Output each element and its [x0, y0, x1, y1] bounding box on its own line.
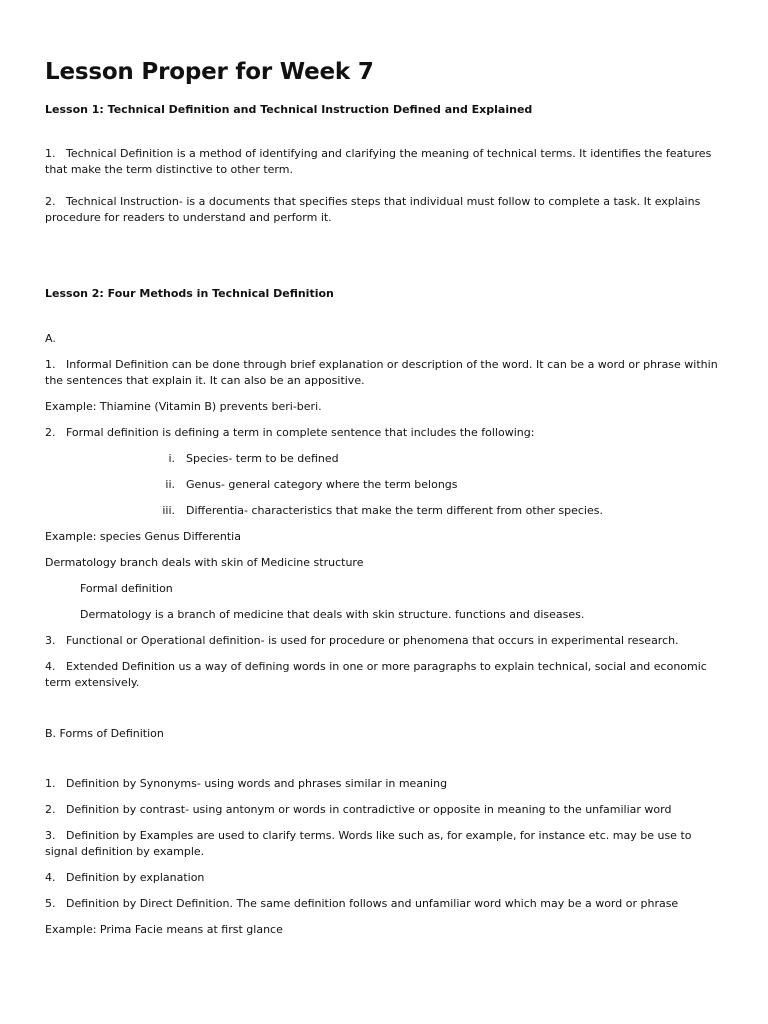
method-item-1 — [45, 357, 718, 389]
roman-item-1 — [45, 451, 718, 467]
page-title: Lesson Proper for Week 7 — [45, 59, 374, 85]
roman-text: Species- term to be defined — [186, 452, 339, 465]
formal-definition-label: Formal definition — [80, 582, 173, 595]
roman-number: iii. — [162, 504, 175, 517]
item-number: 1. — [45, 358, 56, 371]
item-number: 4. — [45, 660, 56, 673]
item-number: 3. — [45, 829, 56, 842]
item-text: Technical Definition is a method of identifying and clarifying the meaning of technical terms. It identifies the features that make the term distinctive to other term. — [45, 147, 712, 176]
item-text: Definition by Direct Definition. The same definition follows and unfamiliar word which may be a word or phrase — [66, 897, 679, 910]
item-text: Definition by contrast- using antonym or words in contradictive or opposite in meaning to the unfamiliar word — [66, 803, 672, 816]
item-text: Definition by Synonyms- using words and phrases similar in meaning — [66, 777, 448, 790]
item-number: 1. — [45, 777, 56, 790]
method-item-3 — [45, 633, 718, 649]
item-text: Functional or Operational definition- is used for procedure or phenomena that occurs in experimental research. — [66, 634, 679, 647]
item-text: Informal Definition can be done through brief explanation or description of the word. It can be a word or phrase within the sentences that explain it. It can also be an appositive. — [45, 358, 718, 387]
item-number: 4. — [45, 871, 56, 884]
forms-example: Example: Prima Facie means at first glance — [45, 923, 283, 936]
section-a-label: A. — [45, 332, 56, 345]
roman-text: Differentia- characteristics that make the term different from other species. — [186, 504, 603, 517]
example-1: Example: Thiamine (Vitamin B) prevents beri-beri. — [45, 400, 322, 413]
roman-item-2 — [45, 477, 718, 493]
item-text: Definition by explanation — [66, 871, 205, 884]
forms-item-4 — [45, 870, 718, 886]
lesson-1-item-1 — [45, 146, 718, 178]
lesson-1-item-2 — [45, 194, 718, 226]
forms-heading: B. Forms of Definition — [45, 727, 164, 740]
roman-number: i. — [168, 452, 175, 465]
forms-item-2 — [45, 802, 718, 818]
item-number: 1. — [45, 147, 56, 160]
item-number: 2. — [45, 195, 56, 208]
item-text: Formal definition is defining a term in complete sentence that includes the following: — [66, 426, 535, 439]
lesson-2-heading: Lesson 2: Four Methods in Technical Definition — [45, 287, 334, 300]
forms-item-3 — [45, 828, 718, 860]
method-item-4 — [45, 659, 718, 691]
item-number: 5. — [45, 897, 56, 910]
item-number: 3. — [45, 634, 56, 647]
item-text: Extended Definition us a way of defining words in one or more paragraphs to explain technical, social and economic term extensively. — [45, 660, 707, 689]
item-number: 2. — [45, 803, 56, 816]
forms-item-5 — [45, 896, 718, 912]
example-2: Example: species Genus Differentia — [45, 530, 241, 543]
item-number: 2. — [45, 426, 56, 439]
item-text: Technical Instruction- is a documents that specifies steps that individual must follow to complete a task. It explains procedure for readers to understand and perform it. — [45, 195, 701, 224]
dermatology-line: Dermatology branch deals with skin of Medicine structure — [45, 556, 364, 569]
item-text: Definition by Examples are used to clarify terms. Words like such as, for example, for instance etc. may be use to signal definition by example. — [45, 829, 692, 858]
formal-definition-text: Dermatology is a branch of medicine that deals with skin structure. functions and diseases. — [80, 608, 585, 621]
roman-text: Genus- general category where the term belongs — [186, 478, 458, 491]
lesson-1-heading: Lesson 1: Technical Definition and Technical Instruction Defined and Explained — [45, 103, 533, 116]
method-item-2 — [45, 425, 718, 441]
roman-number: ii. — [165, 478, 175, 491]
forms-item-1 — [45, 776, 718, 792]
roman-item-3 — [45, 503, 718, 519]
